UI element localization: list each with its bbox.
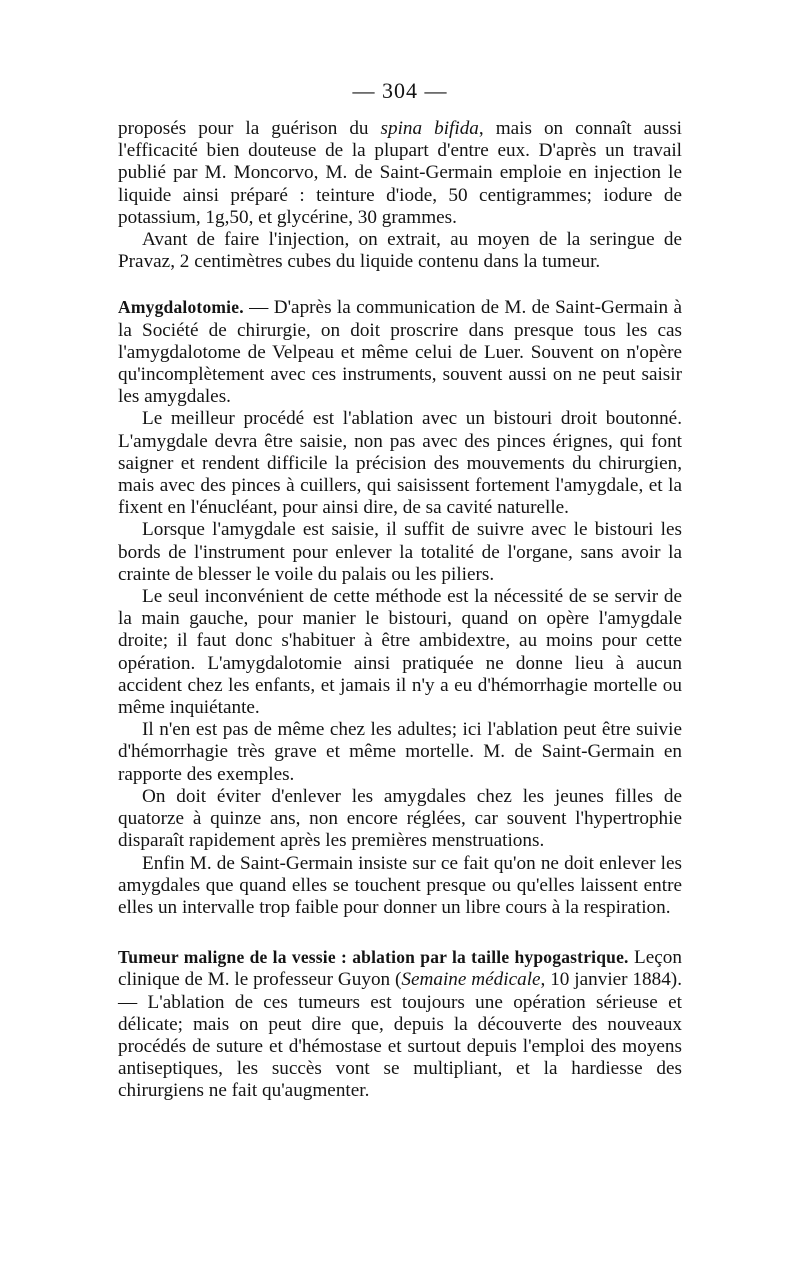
section-amygdalotomie xyxy=(118,296,682,408)
paragraph-injection: Avant de faire l'injection, on extrait, au moyen de la seringue de Pravaz, 2 centimètres cubes du liquide contenu dans la tumeur. xyxy=(118,229,682,273)
paragraph-jeunes-filles: On doit éviter d'enlever les amygdales chez les jeunes filles de quatorze à quinze ans, non encore réglées, car souvent l'hypertrophie disparaît rapidement après les premières menstruations. xyxy=(118,785,682,852)
paragraph-spina-bifida xyxy=(118,118,682,229)
text-run: , mais on connaît aussi l'efficacité bien douteuse de la plupart d'entre eux. D'après un travail publié par M. Moncorvo, M. de Saint-Germain emploie en injection le liquide ainsi préparé : teinture d'iode, 50 centigrammes; iodure de potassium, 1g,50, et glycérine, 30 grammes. xyxy=(118,118,682,228)
paragraph-amygdale-saisie: Lorsque l'amygdale est saisie, il suffit de suivre avec le bistouri les bords de l'instrument pour enlever la totalité de l'organe, sans avoir la crainte de blesser le voile du palais ou les piliers. xyxy=(118,519,682,585)
body-text xyxy=(118,118,682,1103)
section-tumeur-vessie xyxy=(118,946,682,1102)
section-heading: Tumeur maligne de la vessie : ablation par la taille hypogastrique. xyxy=(118,947,629,968)
italic-term: spina bifida xyxy=(380,118,479,139)
paragraph-procede: Le meilleur procédé est l'ablation avec un bistouri droit boutonné. L'amygdale devra être saisie, non pas avec des pinces érignes, qui font saigner et rendent difficile la précision des mouvements du chirurgien, mais avec des pinces à cuillers, qui saisissent fortement l'amygdale, et la fixent en l'énucléant, pour ainsi dire, de sa cavité naturelle. xyxy=(118,408,682,519)
text-run: — D'après la communication de M. de Saint-Germain à la Société de chirurgie, on doit proscrire dans presque tous les cas l'amygdalotome de Velpeau et même celui de Luer. Souvent on n'opère qu'incomplètement avec ces instruments, souvent aussi on ne peut saisir les amygdales. xyxy=(118,297,682,408)
page-number: — 304 — xyxy=(352,78,448,103)
text-run: , 10 janvier 1884). — L'ablation de ces tumeurs est toujours une opération sérieuse et délicate; mais on peut dire que, depuis la découverte des nouveaux procédés de suture et d'hémostase et surtout depuis l'emploi des moyens antiseptiques, les succès vont se multipliant, et la hardiesse des chirurgiens ne fait qu'augmenter. xyxy=(118,969,682,1102)
italic-source: Semaine médicale xyxy=(401,969,541,991)
paragraph-enfin: Enfin M. de Saint-Germain insiste sur ce fait qu'on ne doit enlever les amygdales que quand elles se touchent presque ou qu'elles laissent entre elles un intervalle trop faible pour donner un libre cours à la respiration. xyxy=(118,852,682,918)
paragraph-inconvenient: Le seul inconvénient de cette méthode est la nécessité de se servir de la main gauche, pour manier le bistouri, quand on opère l'amygdale droite; il faut donc s'habituer à être ambidextre, au moins pour cette opération. L'amygdalotomie ainsi pratiquée ne donne lieu à aucun accident chez les enfants, et jamais il n'y a eu d'hémorrhagie mortelle ou même inquiétante. xyxy=(118,586,682,719)
paragraph-adultes: Il n'en est pas de même chez les adultes; ici l'ablation peut être suivie d'hémorrhagie très grave et même mortelle. M. de Saint-Germain en rapporte des exemples. xyxy=(118,719,682,785)
section-heading: Amygdalotomie. xyxy=(118,297,244,318)
text-run: Leçon clinique de M. le professeur Guyon ( xyxy=(118,947,682,991)
text-run: proposés pour la guérison du xyxy=(118,118,381,139)
